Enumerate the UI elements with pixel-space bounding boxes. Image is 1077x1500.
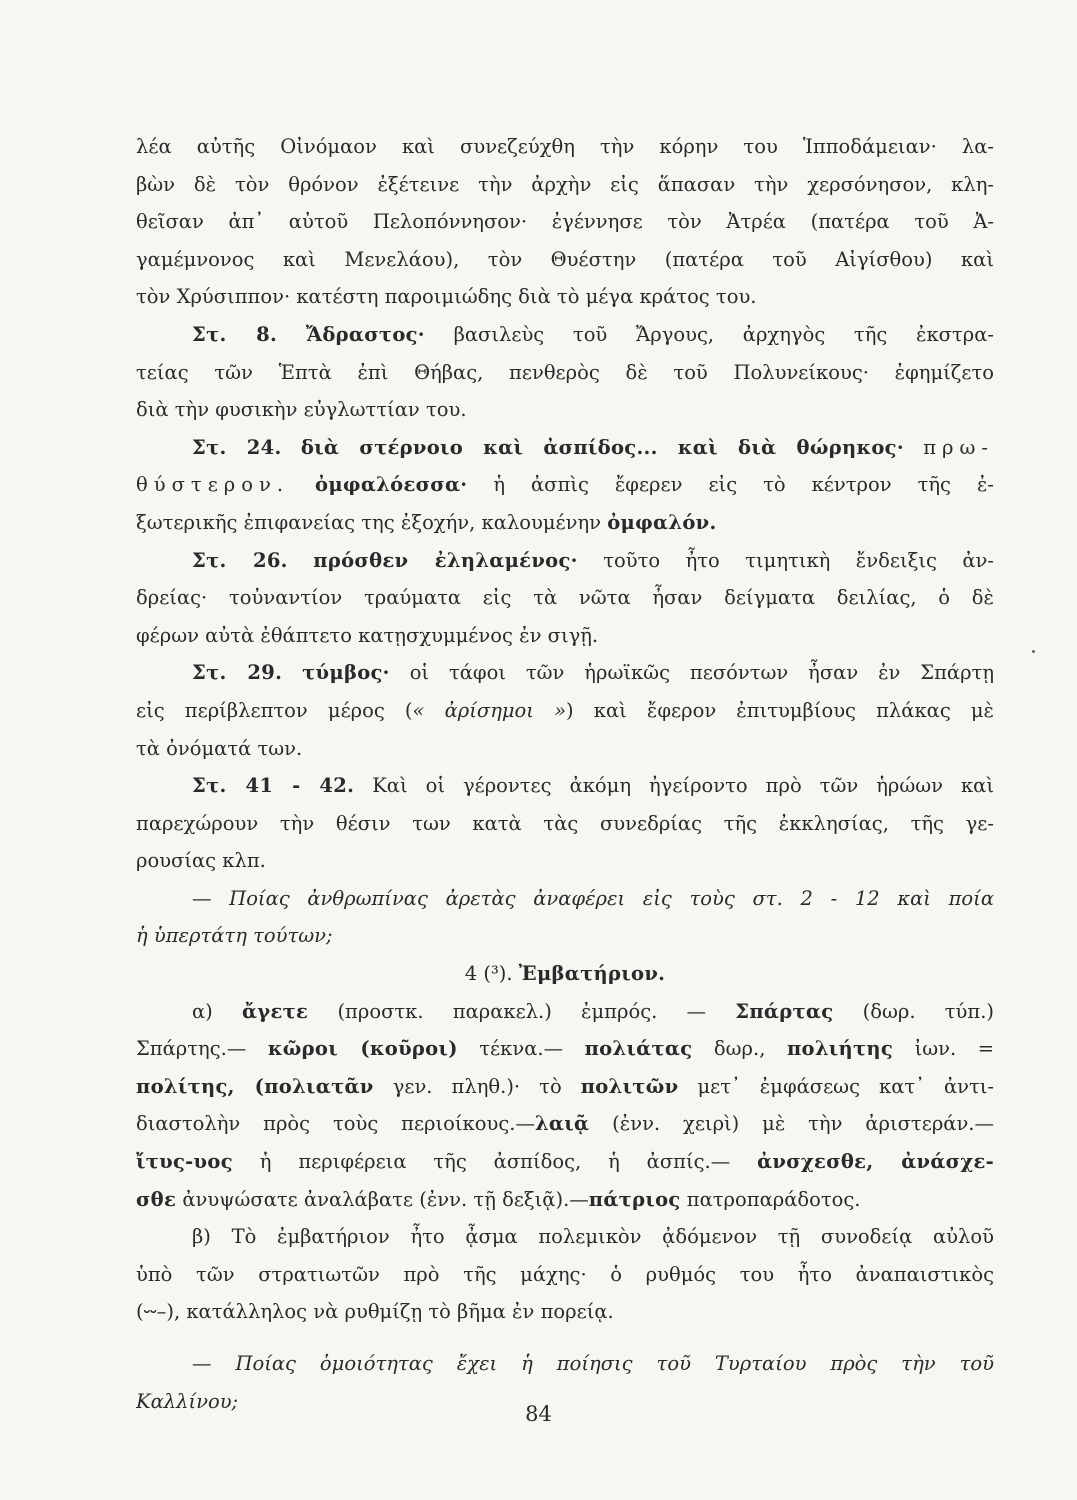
alpha-line — [136, 1105, 994, 1143]
note-st24 — [136, 429, 994, 467]
verse-ref: Στ. 26. — [192, 548, 288, 572]
note-text: τοῦτο ἦτο τιμητικὴ ἔνδειξις ἀν- — [603, 548, 994, 572]
term: σθε — [136, 1187, 177, 1211]
text-line: γαμέμνονος καὶ Μενελάου), τὸν Θυέστην (πατέρα τοῦ Αἰγίσθου) καὶ — [136, 247, 994, 271]
beta-line: β) Τὸ ἐμβατήριον ἦτο ᾆσμα πολεμικὸν ᾀδόμενον τῇ συνοδείᾳ αὐλοῦ — [192, 1225, 994, 1249]
note-text: πατροπαράδοτος. — [686, 1187, 861, 1211]
note-text: ἡ περιφέρεια τῆς ἀσπίδος, ἡ ἀσπίς.— — [259, 1150, 731, 1174]
alpha-line — [136, 1030, 994, 1068]
term: πολιάτας — [584, 1037, 693, 1061]
alpha-line — [136, 1143, 994, 1181]
term: πολιτῶν — [580, 1074, 679, 1098]
text-line: θεῖσαν ἀπ᾿ αὐτοῦ Πελοπόννησον· ἐγέννησε τὸν Ἀτρέα (πατέρα τοῦ Ἀ- — [136, 210, 994, 234]
note-text: (προστκ. παρακελ.) ἐμπρός. — — [337, 999, 707, 1023]
term: ὀμφαλόεσσα· — [315, 473, 468, 497]
term: διὰ στέρνοιο καὶ ἀσπίδος... καὶ διὰ θώρηκος· — [300, 435, 904, 459]
text-line — [136, 504, 994, 542]
term: πολιήτης — [786, 1037, 894, 1061]
question-2: — Ποίας ὁμοιότητας ἔχει ἡ ποίησις τοῦ Τυρταίου πρὸς τὴν τοῦ — [192, 1352, 994, 1375]
term: τύμβος· — [302, 661, 390, 685]
note-text: (δωρ. τύπ.) — [862, 999, 994, 1023]
section-title: Ἐμβατήριον. — [518, 962, 666, 986]
note-text: (ἐνν. χειρὶ) μὲ τὴν ἀριστεράν.— — [612, 1112, 994, 1136]
note-text: οἱ τάφοι τῶν ἡρωϊκῶς πεσόντων ἦσαν ἐν Σπάρτῃ — [409, 661, 994, 685]
question-1-cont: ἡ ὑπερτάτη τούτων; — [136, 924, 333, 948]
margin-mark — [1032, 650, 1035, 653]
verse-ref: Στ. 8. — [192, 322, 278, 346]
term: πρόσθεν ἐληλαμένος· — [313, 548, 578, 572]
term: ἄγετε — [242, 999, 309, 1023]
section-number: 4 (³). — [464, 962, 513, 986]
note-text: βασιλεὺς τοῦ Ἄργους, ἀρχηγὸς τῆς ἐκστρα- — [453, 322, 994, 346]
note-text: μετ᾿ ἐμφάσεως κατ᾿ ἀντι- — [697, 1074, 994, 1098]
page-number: 84 — [525, 1402, 552, 1426]
text-line: βὼν δὲ τὸν θρόνον ἐξέτεινε τὴν ἀρχὴν εἰς ἅπασαν τὴν χερσόνησον, κλη- — [136, 172, 994, 196]
note-st26 — [136, 542, 994, 580]
term: λαιᾷ — [534, 1112, 590, 1136]
spaced-word: πρω- — [923, 435, 994, 459]
term: ἀνσχεσθε, ἀνάσχε- — [757, 1150, 994, 1174]
note-text: ) καὶ ἔφερον ἐπιτυμβίους πλάκας μὲ — [566, 698, 994, 722]
verse-ref: Στ. 41 - 42. — [192, 774, 355, 798]
question-1: — Ποίας ἀνθρωπίνας ἀρετὰς ἀναφέρει εἰς τοὺς στ. 2 - 12 καὶ ποία — [192, 886, 994, 910]
verse-ref: Στ. 24. — [192, 435, 282, 459]
alpha-line — [136, 993, 994, 1031]
alpha-line — [136, 1068, 994, 1106]
spaced-word: θύστερον. — [136, 473, 290, 497]
note-text: ἰων. = — [914, 1037, 994, 1061]
note-st29 — [136, 654, 994, 692]
text-line: τὸν Χρύσιππον· κατέστη παροιμιώδης διὰ τὸ μέγα κράτος του. — [136, 285, 757, 309]
quoted-term: « ἀρίσημοι » — [412, 698, 567, 722]
note-text: διαστολὴν πρὸς τοὺς περιοίκους.— — [136, 1112, 535, 1136]
text-line: φέρων αὐτὰ ἐθάπτετο κατῃσχυμμένος ἐν σιγῇ. — [136, 623, 599, 647]
section-heading — [136, 955, 994, 993]
note-st8 — [136, 316, 994, 354]
text-line — [136, 466, 994, 504]
text-line: παρεχώρουν τὴν θέσιν των κατὰ τὰς συνεδρίας τῆς ἐκκλησίας, τῆς γε- — [136, 811, 994, 835]
beta-line: (⏑⏑–), κατάλληλος νὰ ρυθμίζῃ τὸ βῆμα ἐν πορείᾳ. — [136, 1300, 614, 1324]
term: κῶροι (κοῦροι) — [267, 1037, 458, 1061]
spacer — [136, 1331, 994, 1345]
text-line: διὰ τὴν φυσικὴν εὐγλωττίαν του. — [136, 398, 467, 422]
alpha-line — [136, 1181, 994, 1219]
note-text: γεν. πληθ.)· τὸ — [392, 1074, 562, 1098]
note-text: τέκνα.— — [479, 1037, 564, 1061]
item-marker: α) — [192, 999, 213, 1023]
note-text: εἰς περίβλεπτον μέρος ( — [136, 698, 413, 722]
verse-ref: Στ. 29. — [192, 661, 283, 685]
text-line: λέα αὐτῆς Οἰνόμαον καὶ συνεζεύχθη τὴν κόρην του Ἱπποδάμειαν· λα- — [136, 135, 994, 158]
term: ἴτυς-υος — [136, 1150, 233, 1174]
text-line: δρείας· τοὐναντίον τραύματα εἰς τὰ νῶτα ἦσαν δείγματα δειλίας, ὁ δὲ — [136, 586, 994, 610]
note-text: δωρ., — [713, 1037, 766, 1061]
note-text: ἡ ἀσπὶς ἔφερεν εἰς τὸ κέντρον τῆς ἐ- — [493, 473, 994, 497]
text-line — [136, 692, 994, 730]
term: πάτριος — [588, 1187, 681, 1211]
note-text: Σπάρτης.— — [136, 1037, 247, 1061]
term: Ἄδραστος· — [305, 322, 425, 346]
note-st41 — [136, 767, 994, 805]
body-text — [136, 128, 994, 1420]
text-line: ρουσίας κλπ. — [136, 849, 266, 873]
note-text: ἀνυψώσατε ἀναλάβατε (ἐνν. τῇ δεξιᾷ).— — [182, 1187, 589, 1211]
term: πολίτης, (πολιατᾶν — [136, 1074, 374, 1098]
text-line: τείας τῶν Ἑπτὰ ἐπὶ Θήβας, πενθερὸς δὲ τοῦ Πολυνείκους· ἐφημίζετο — [136, 360, 994, 384]
question-2-cont: Καλλίνου; — [136, 1389, 239, 1413]
beta-line: ὑπὸ τῶν στρατιωτῶν πρὸ τῆς μάχης· ὁ ρυθμός του ἦτο ἀναπαιστικὸς — [136, 1262, 994, 1286]
note-text: ξωτερικῆς ἐπιφανείας της ἐξοχήν, καλουμένην — [136, 510, 602, 534]
text-line: τὰ ὀνόματά των. — [136, 736, 303, 760]
term: Σπάρτας — [735, 999, 834, 1023]
term: ὀμφαλόν. — [607, 510, 717, 534]
note-text: Καὶ οἱ γέροντες ἀκόμη ἠγείροντο πρὸ τῶν ἡρώων καὶ — [372, 774, 994, 798]
